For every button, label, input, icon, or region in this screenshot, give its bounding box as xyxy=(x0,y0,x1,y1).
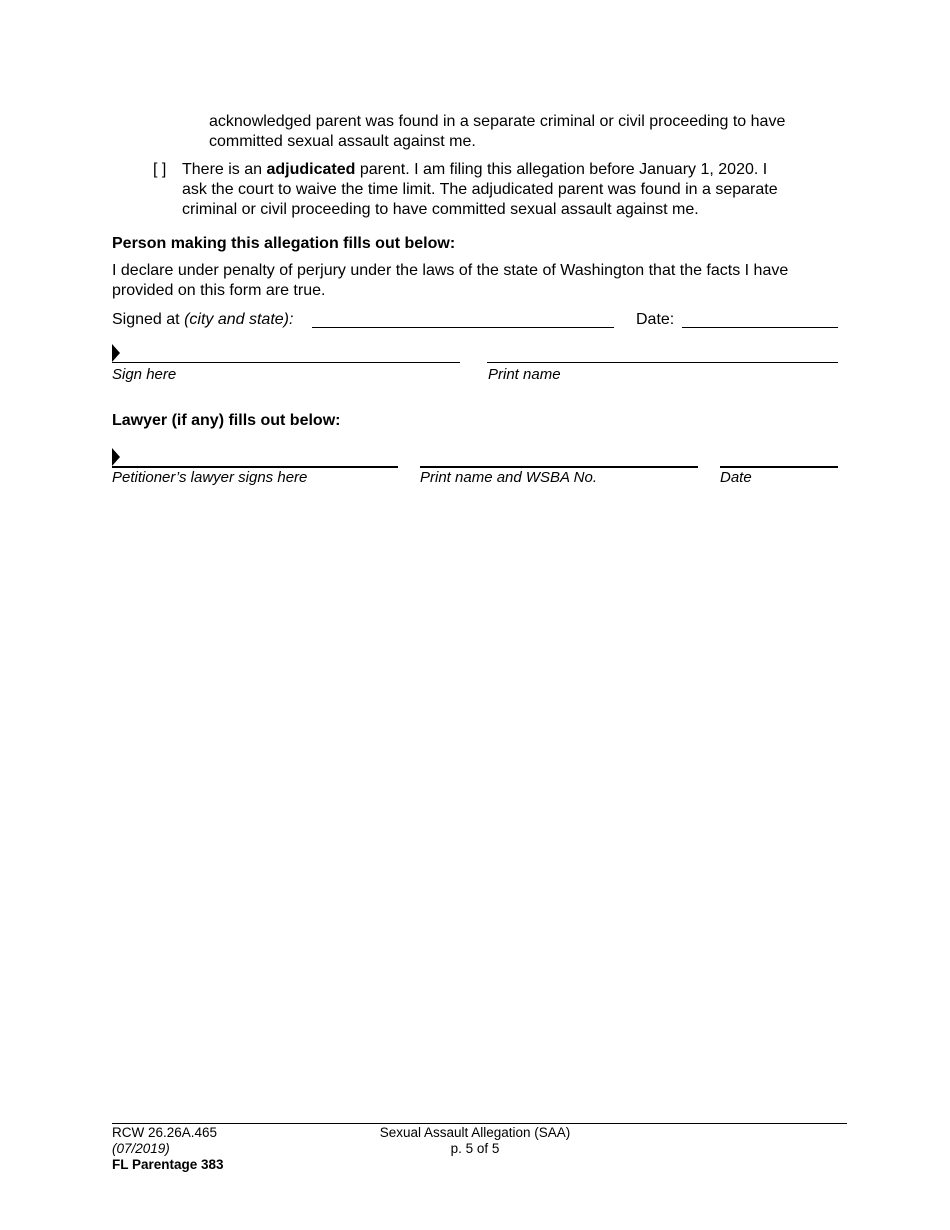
lawyer-section-heading: Lawyer (if any) fills out below: xyxy=(112,412,341,429)
footer-title: Sexual Assault Allegation (SAA) xyxy=(379,1125,571,1140)
footer-center xyxy=(350,1125,600,1157)
date-field[interactable] xyxy=(682,327,838,328)
signed-at-field[interactable] xyxy=(312,327,614,328)
sign-arrow-icon xyxy=(112,344,120,362)
adjudicated-post: parent. I am filing this allegation before January 1, 2020. I xyxy=(355,161,768,178)
signature-field[interactable] xyxy=(112,362,460,363)
adjudicated-option-text xyxy=(182,160,778,220)
adjudicated-checkbox[interactable]: [ ] xyxy=(153,161,167,178)
footer-rule xyxy=(112,1123,847,1124)
sign-here-caption: Sign here xyxy=(112,366,177,383)
print-name-caption: Print name xyxy=(488,366,561,383)
lawyer-signs-caption: Petitioner’s lawyer signs here xyxy=(112,469,308,486)
footer-left xyxy=(112,1125,224,1173)
lawyer-print-name-field[interactable] xyxy=(420,466,698,468)
lawyer-sign-arrow-icon xyxy=(112,448,120,466)
adjudicated-line-1 xyxy=(182,160,778,180)
declaration-line-2: provided on this form are true. xyxy=(112,282,326,299)
signed-at-label xyxy=(112,310,293,330)
lawyer-date-field[interactable] xyxy=(720,466,838,468)
footer-rcw: RCW 26.26A.465 xyxy=(112,1125,218,1140)
adjudicated-bold: adjudicated xyxy=(266,161,356,178)
lawyer-signature-field[interactable] xyxy=(112,466,398,468)
adjudicated-line-3: criminal or civil proceeding to have committed sexual assault against me. xyxy=(182,201,699,218)
signed-at-text: Signed at xyxy=(112,311,185,328)
print-name-field[interactable] xyxy=(487,362,838,363)
declaration-text xyxy=(112,261,788,301)
print-name-wsba-caption: Print name and WSBA No. xyxy=(420,469,598,486)
adjudicated-pre: There is an xyxy=(182,161,267,178)
continuation-line-1: acknowledged parent was found in a separate criminal or civil proceeding to have xyxy=(209,113,786,130)
lawyer-date-caption: Date xyxy=(720,469,752,486)
declaration-line-1: I declare under penalty of perjury under the laws of the state of Washington that the facts I have xyxy=(112,262,789,279)
footer-form-id: FL Parentage 383 xyxy=(112,1157,224,1172)
signed-at-italic: (city and state): xyxy=(184,311,294,328)
footer-revision: (07/2019) xyxy=(112,1141,170,1156)
date-label: Date: xyxy=(636,311,675,328)
person-section-heading: Person making this allegation fills out below: xyxy=(112,235,456,252)
adjudicated-line-2: ask the court to waive the time limit. The adjudicated parent was found in a separate xyxy=(182,181,778,198)
continuation-line-2: committed sexual assault against me. xyxy=(209,133,476,150)
footer-page: p. 5 of 5 xyxy=(450,1141,500,1156)
continuation-text xyxy=(209,112,785,152)
